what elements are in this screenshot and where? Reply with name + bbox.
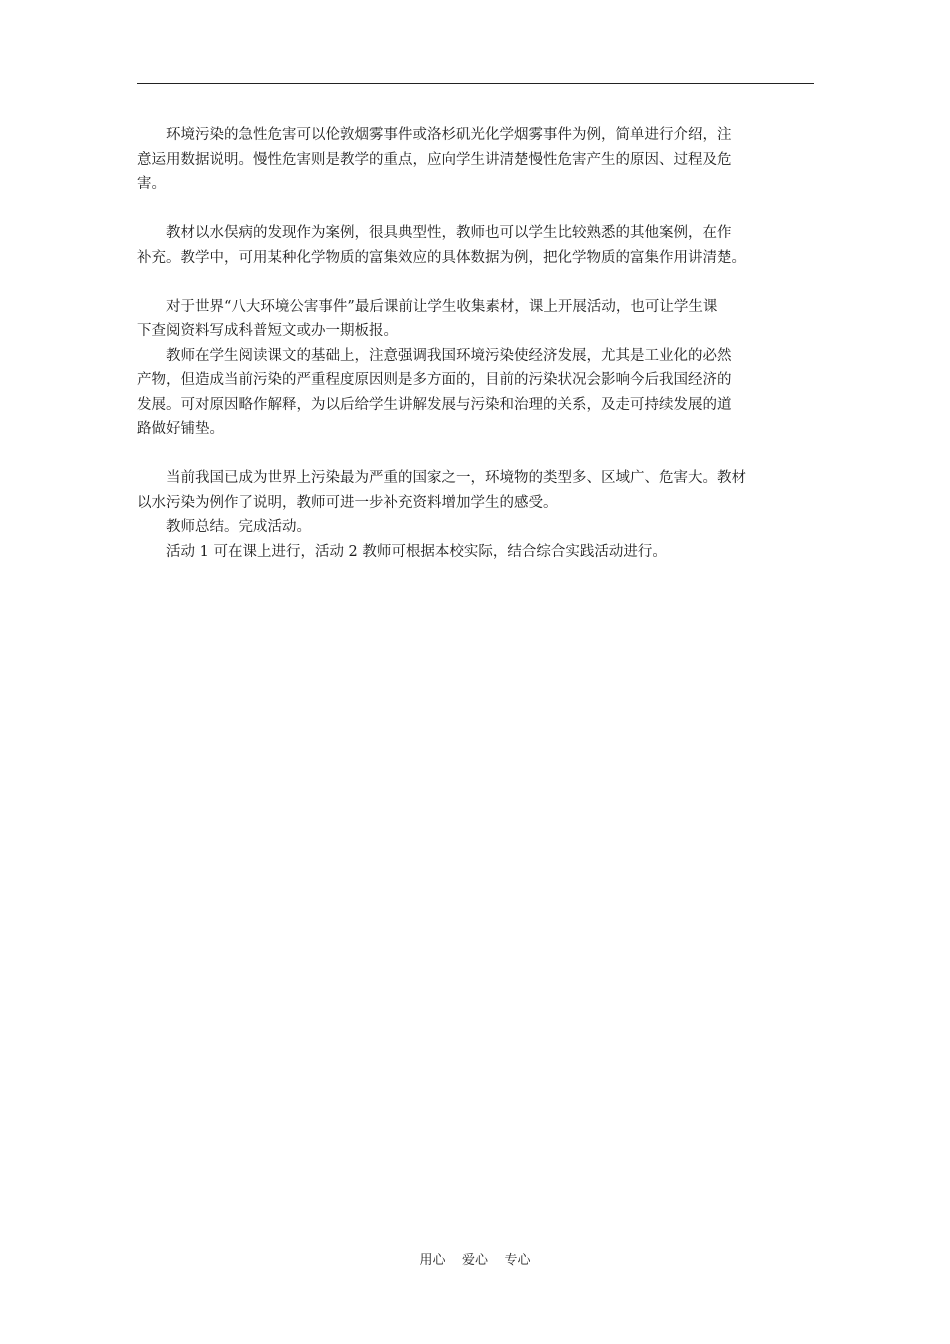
paragraph-china-pollution-status: 当前我国已成为世界上污染最为严重的国家之一，环境物的类型多、区域广、危害大。教材 以水污染为例作了说明，教师可进一步补充资料增加学生的感受。 xyxy=(137,470,746,511)
paragraph-gap xyxy=(137,197,814,222)
paragraph-minamata-case: 教材以水俣病的发现作为案例，很具典型性，教师也可以学生比较熟悉的其他案例，在作 补充。教学中，可用某种化学物质的富集效应的具体数据为例，把化学物质的富集作用讲清楚。 xyxy=(137,225,746,266)
paragraph-gap xyxy=(137,270,814,295)
paragraph-china-pollution-causes: 教师在学生阅读课文的基础上，注意强调我国环境污染使经济发展，尤其是工业化的必然 产物，但造成当前污染的严重程度原因则是多方面的，目前的污染状况会影响今后我国经济的 发展。可对原因略作解释，为以后给学生讲解发展与污染和治理的关系，及走可持续发展的道 路做好铺垫。 xyxy=(137,347,732,437)
document-body xyxy=(137,123,814,564)
paragraph-activities: 活动 1 可在课上进行，活动 2 教师可根据本校实际，结合综合实践活动进行。 xyxy=(166,543,667,560)
paragraph-eight-incidents: 对于世界“八大环境公害事件”最后课前让学生收集素材，课上开展活动，也可让学生课 下查阅资料写成科普短文或办一期板报。 xyxy=(137,298,718,339)
paragraph-gap xyxy=(137,442,814,467)
paragraph-acute-chronic-harm: 环境污染的急性危害可以伦敦烟雾事件或洛杉矶光化学烟雾事件为例，简单进行介绍，注 意运用数据说明。慢性危害则是教学的重点，应向学生讲清楚慢性危害产生的原因、过程及危 害。 xyxy=(137,127,732,192)
page-footer: 用心 爱心 专心 xyxy=(419,1253,531,1268)
paragraph-teacher-summary: 教师总结。完成活动。 xyxy=(166,519,311,535)
header-rule xyxy=(137,83,814,84)
